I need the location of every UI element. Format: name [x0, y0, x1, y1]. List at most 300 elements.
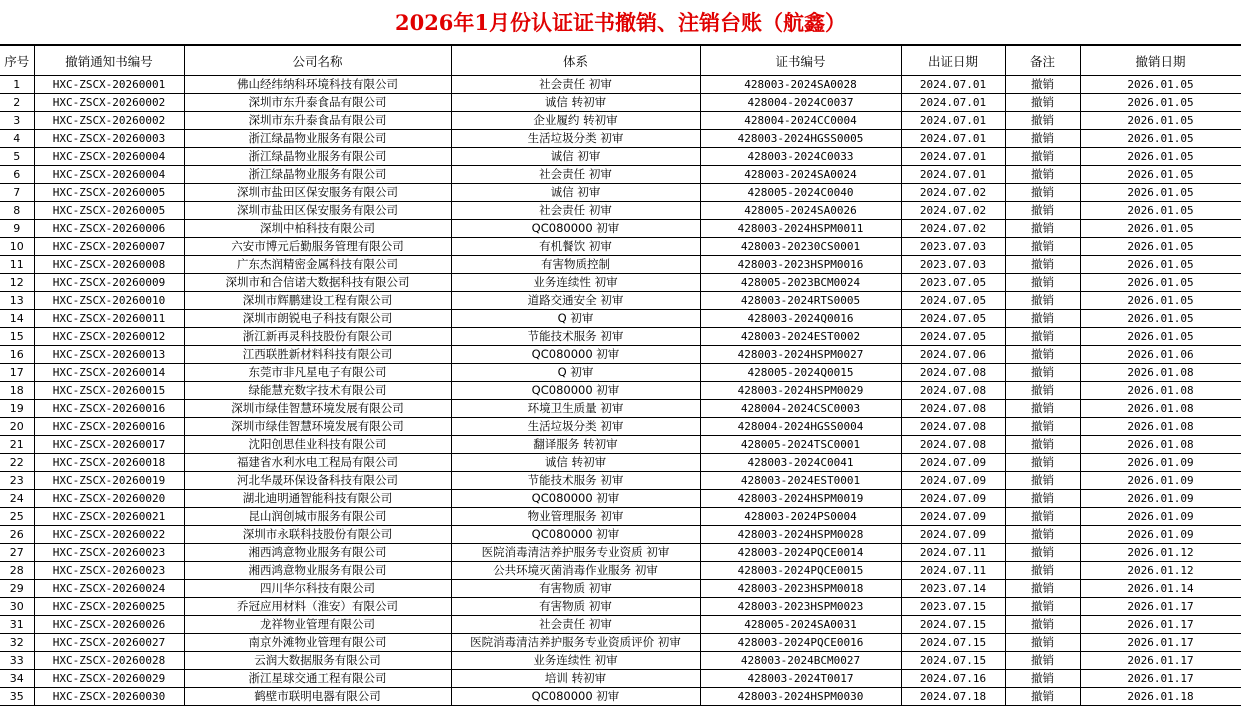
cell-company[interactable]: 龙祥物业管理有限公司 [184, 616, 451, 634]
cell-revoke-date[interactable]: 2026.01.17 [1080, 652, 1241, 670]
cell-system[interactable]: Q 初审 [451, 364, 700, 382]
cell-company[interactable]: 深圳市辉鹏建设工程有限公司 [184, 292, 451, 310]
cell-revoke-date[interactable]: 2026.01.09 [1080, 508, 1241, 526]
col-header-index[interactable]: 序号 [0, 46, 34, 76]
cell-cert-no[interactable]: 428003-2024HSPM0028 [700, 526, 901, 544]
cell-system[interactable]: 医院消毒清洁养护服务专业资质评价 初审 [451, 634, 700, 652]
cell-company[interactable]: 深圳市盐田区保安服务有限公司 [184, 184, 451, 202]
cell-company[interactable]: 广东杰润精密金属科技有限公司 [184, 256, 451, 274]
cell-company[interactable]: 鹤壁市联明电器有限公司 [184, 688, 451, 706]
cell-notice-no[interactable]: HXC-ZSCX-20260030 [34, 688, 184, 706]
cell-notice-no[interactable]: HXC-ZSCX-20260027 [34, 634, 184, 652]
cell-system[interactable]: 企业履约 转初审 [451, 112, 700, 130]
cell-company[interactable]: 浙江绿晶物业服务有限公司 [184, 130, 451, 148]
cell-index[interactable]: 21 [0, 436, 34, 454]
cell-notice-no[interactable]: HXC-ZSCX-20260025 [34, 598, 184, 616]
cell-notice-no[interactable]: HXC-ZSCX-20260012 [34, 328, 184, 346]
cell-system[interactable]: 生活垃圾分类 初审 [451, 130, 700, 148]
cell-cert-no[interactable]: 428003-20230CS0001 [700, 238, 901, 256]
cell-issue-date[interactable]: 2023.07.03 [901, 256, 1005, 274]
cell-remark[interactable]: 撤销 [1005, 598, 1080, 616]
cell-notice-no[interactable]: HXC-ZSCX-20260010 [34, 292, 184, 310]
cell-index[interactable]: 22 [0, 454, 34, 472]
cell-index[interactable]: 8 [0, 202, 34, 220]
cell-issue-date[interactable]: 2024.07.15 [901, 652, 1005, 670]
col-header-system[interactable]: 体系 [451, 46, 700, 76]
cell-notice-no[interactable]: HXC-ZSCX-20260002 [34, 94, 184, 112]
cell-index[interactable]: 29 [0, 580, 34, 598]
cell-revoke-date[interactable]: 2026.01.05 [1080, 94, 1241, 112]
cell-system[interactable]: 节能技术服务 初审 [451, 472, 700, 490]
cell-remark[interactable]: 撤销 [1005, 130, 1080, 148]
cell-revoke-date[interactable]: 2026.01.05 [1080, 310, 1241, 328]
cell-revoke-date[interactable]: 2026.01.05 [1080, 202, 1241, 220]
cell-issue-date[interactable]: 2024.07.02 [901, 184, 1005, 202]
cell-cert-no[interactable]: 428003-2024HSPM0011 [700, 220, 901, 238]
cell-issue-date[interactable]: 2023.07.03 [901, 238, 1005, 256]
cell-company[interactable]: 深圳市东升泰食品有限公司 [184, 94, 451, 112]
cell-revoke-date[interactable]: 2026.01.12 [1080, 544, 1241, 562]
cell-remark[interactable]: 撤销 [1005, 94, 1080, 112]
cell-remark[interactable]: 撤销 [1005, 634, 1080, 652]
cell-revoke-date[interactable]: 2026.01.05 [1080, 130, 1241, 148]
cell-remark[interactable]: 撤销 [1005, 508, 1080, 526]
cell-company[interactable]: 浙江绿晶物业服务有限公司 [184, 166, 451, 184]
cell-revoke-date[interactable]: 2026.01.09 [1080, 472, 1241, 490]
table-row [0, 670, 1241, 688]
cell-company[interactable]: 六安市博元后勤服务管理有限公司 [184, 238, 451, 256]
cell-cert-no[interactable]: 428005-2024TSC0001 [700, 436, 901, 454]
cell-system[interactable]: 翻译服务 转初审 [451, 436, 700, 454]
col-header-company[interactable]: 公司名称 [184, 46, 451, 76]
cell-cert-no[interactable]: 428003-2024PQCE0014 [700, 544, 901, 562]
cell-company[interactable]: 福建省水利水电工程局有限公司 [184, 454, 451, 472]
cell-cert-no[interactable]: 428003-2024EST0001 [700, 472, 901, 490]
cell-remark[interactable]: 撤销 [1005, 400, 1080, 418]
cell-cert-no[interactable]: 428003-2024SA0028 [700, 76, 901, 94]
cell-remark[interactable]: 撤销 [1005, 454, 1080, 472]
cell-issue-date[interactable]: 2024.07.02 [901, 202, 1005, 220]
cell-revoke-date[interactable]: 2026.01.17 [1080, 598, 1241, 616]
cell-remark[interactable]: 撤销 [1005, 436, 1080, 454]
cell-notice-no[interactable]: HXC-ZSCX-20260029 [34, 670, 184, 688]
table-row [0, 436, 1241, 454]
cell-revoke-date[interactable]: 2026.01.05 [1080, 328, 1241, 346]
cell-notice-no[interactable]: HXC-ZSCX-20260002 [34, 112, 184, 130]
cell-cert-no[interactable]: 428003-2024HGSS0005 [700, 130, 901, 148]
cell-revoke-date[interactable]: 2026.01.05 [1080, 112, 1241, 130]
cell-index[interactable]: 18 [0, 382, 34, 400]
col-header-revoke-date[interactable]: 撤销日期 [1080, 46, 1241, 76]
cell-remark[interactable]: 撤销 [1005, 310, 1080, 328]
cell-index[interactable]: 20 [0, 418, 34, 436]
cell-index[interactable]: 30 [0, 598, 34, 616]
cell-cert-no[interactable]: 428005-2024SA0026 [700, 202, 901, 220]
cell-issue-date[interactable]: 2024.07.05 [901, 292, 1005, 310]
cell-system[interactable]: 节能技术服务 初审 [451, 328, 700, 346]
cell-index[interactable]: 6 [0, 166, 34, 184]
cell-issue-date[interactable]: 2024.07.16 [901, 670, 1005, 688]
cell-system[interactable]: 社会责任 初审 [451, 76, 700, 94]
cell-cert-no[interactable]: 428003-2024RTS0005 [700, 292, 901, 310]
cell-company[interactable]: 深圳市永联科技股份有限公司 [184, 526, 451, 544]
cell-issue-date[interactable]: 2024.07.05 [901, 328, 1005, 346]
cell-system[interactable]: QC080000 初审 [451, 220, 700, 238]
cell-system[interactable]: 诚信 初审 [451, 148, 700, 166]
cell-notice-no[interactable]: HXC-ZSCX-20260005 [34, 184, 184, 202]
cell-system[interactable]: 有机餐饮 初审 [451, 238, 700, 256]
cell-issue-date[interactable]: 2024.07.08 [901, 418, 1005, 436]
cell-index[interactable]: 16 [0, 346, 34, 364]
table-row [0, 130, 1241, 148]
cell-issue-date[interactable]: 2024.07.08 [901, 436, 1005, 454]
cell-company[interactable]: 浙江绿晶物业服务有限公司 [184, 148, 451, 166]
cell-notice-no[interactable]: HXC-ZSCX-20260023 [34, 544, 184, 562]
cell-cert-no[interactable]: 428003-2024C0033 [700, 148, 901, 166]
cell-notice-no[interactable]: HXC-ZSCX-20260017 [34, 436, 184, 454]
cell-index[interactable]: 4 [0, 130, 34, 148]
cell-system[interactable]: 生活垃圾分类 初审 [451, 418, 700, 436]
cell-revoke-date[interactable]: 2026.01.08 [1080, 436, 1241, 454]
cell-index[interactable]: 23 [0, 472, 34, 490]
cell-notice-no[interactable]: HXC-ZSCX-20260013 [34, 346, 184, 364]
cell-system[interactable]: 诚信 初审 [451, 184, 700, 202]
cell-issue-date[interactable]: 2024.07.01 [901, 76, 1005, 94]
cell-remark[interactable]: 撤销 [1005, 526, 1080, 544]
cell-cert-no[interactable]: 428005-2023BCM0024 [700, 274, 901, 292]
cell-index[interactable]: 17 [0, 364, 34, 382]
cell-cert-no[interactable]: 428005-2024C0040 [700, 184, 901, 202]
cell-notice-no[interactable]: HXC-ZSCX-20260026 [34, 616, 184, 634]
cell-remark[interactable]: 撤销 [1005, 184, 1080, 202]
cell-index[interactable]: 31 [0, 616, 34, 634]
cell-cert-no[interactable]: 428003-2024T0017 [700, 670, 901, 688]
cell-remark[interactable]: 撤销 [1005, 490, 1080, 508]
table-row [0, 544, 1241, 562]
header-row [0, 46, 1241, 76]
cell-index[interactable]: 9 [0, 220, 34, 238]
cell-remark[interactable]: 撤销 [1005, 148, 1080, 166]
cell-remark[interactable]: 撤销 [1005, 238, 1080, 256]
cell-index[interactable]: 12 [0, 274, 34, 292]
cell-notice-no[interactable]: HXC-ZSCX-20260004 [34, 148, 184, 166]
cell-issue-date[interactable]: 2024.07.01 [901, 166, 1005, 184]
cell-system[interactable]: 有害物质控制 [451, 256, 700, 274]
cell-cert-no[interactable]: 428003-2024PS0004 [700, 508, 901, 526]
cell-index[interactable]: 14 [0, 310, 34, 328]
cell-company[interactable]: 深圳市盐田区保安服务有限公司 [184, 202, 451, 220]
cell-cert-no[interactable]: 428003-2024HSPM0030 [700, 688, 901, 706]
cell-company[interactable]: 湖北迪明通智能科技有限公司 [184, 490, 451, 508]
table-row [0, 508, 1241, 526]
cell-cert-no[interactable]: 428004-2024C0037 [700, 94, 901, 112]
cell-cert-no[interactable]: 428003-2023HSPM0018 [700, 580, 901, 598]
cell-notice-no[interactable]: HXC-ZSCX-20260018 [34, 454, 184, 472]
cell-remark[interactable]: 撤销 [1005, 274, 1080, 292]
cell-revoke-date[interactable]: 2026.01.12 [1080, 562, 1241, 580]
cell-index[interactable]: 3 [0, 112, 34, 130]
table-row [0, 148, 1241, 166]
cell-system[interactable]: 道路交通安全 初审 [451, 292, 700, 310]
cell-issue-date[interactable]: 2024.07.15 [901, 616, 1005, 634]
cell-cert-no[interactable]: 428004-2024HGSS0004 [700, 418, 901, 436]
cell-cert-no[interactable]: 428003-2024SA0024 [700, 166, 901, 184]
cell-cert-no[interactable]: 428003-2024PQCE0016 [700, 634, 901, 652]
cell-company[interactable]: 云润大数据服务有限公司 [184, 652, 451, 670]
cell-remark[interactable]: 撤销 [1005, 166, 1080, 184]
cell-remark[interactable]: 撤销 [1005, 562, 1080, 580]
cell-revoke-date[interactable]: 2026.01.05 [1080, 292, 1241, 310]
cell-index[interactable]: 13 [0, 292, 34, 310]
cell-notice-no[interactable]: HXC-ZSCX-20260023 [34, 562, 184, 580]
cell-cert-no[interactable]: 428005-2024SA0031 [700, 616, 901, 634]
cell-notice-no[interactable]: HXC-ZSCX-20260009 [34, 274, 184, 292]
cell-remark[interactable]: 撤销 [1005, 616, 1080, 634]
cell-cert-no[interactable]: 428003-2024HSPM0027 [700, 346, 901, 364]
cell-system[interactable]: 物业管理服务 初审 [451, 508, 700, 526]
cell-notice-no[interactable]: HXC-ZSCX-20260003 [34, 130, 184, 148]
cell-system[interactable]: 业务连续性 初审 [451, 652, 700, 670]
cell-revoke-date[interactable]: 2026.01.08 [1080, 400, 1241, 418]
cell-revoke-date[interactable]: 2026.01.14 [1080, 580, 1241, 598]
cell-company[interactable]: 佛山经纬纳科环境科技有限公司 [184, 76, 451, 94]
table-row [0, 652, 1241, 670]
cell-revoke-date[interactable]: 2026.01.05 [1080, 238, 1241, 256]
table-row [0, 76, 1241, 94]
cell-revoke-date[interactable]: 2026.01.06 [1080, 346, 1241, 364]
cell-remark[interactable]: 撤销 [1005, 652, 1080, 670]
cell-system[interactable]: 诚信 转初审 [451, 94, 700, 112]
cell-company[interactable]: 南京外滩物业管理有限公司 [184, 634, 451, 652]
cell-remark[interactable]: 撤销 [1005, 346, 1080, 364]
cell-remark[interactable]: 撤销 [1005, 382, 1080, 400]
cell-issue-date[interactable]: 2024.07.09 [901, 490, 1005, 508]
cell-company[interactable]: 东莞市非凡星电子有限公司 [184, 364, 451, 382]
cell-system[interactable]: QC080000 初审 [451, 490, 700, 508]
cell-notice-no[interactable]: HXC-ZSCX-20260014 [34, 364, 184, 382]
cell-cert-no[interactable]: 428003-2024EST0002 [700, 328, 901, 346]
cell-index[interactable]: 11 [0, 256, 34, 274]
cell-notice-no[interactable]: HXC-ZSCX-20260001 [34, 76, 184, 94]
cell-cert-no[interactable]: 428004-2024CSC0003 [700, 400, 901, 418]
cell-issue-date[interactable]: 2024.07.01 [901, 148, 1005, 166]
cell-notice-no[interactable]: HXC-ZSCX-20260022 [34, 526, 184, 544]
cell-system[interactable]: 社会责任 初审 [451, 616, 700, 634]
cell-cert-no[interactable]: 428003-2023HSPM0016 [700, 256, 901, 274]
cell-index[interactable]: 7 [0, 184, 34, 202]
cell-notice-no[interactable]: HXC-ZSCX-20260006 [34, 220, 184, 238]
cell-notice-no[interactable]: HXC-ZSCX-20260019 [34, 472, 184, 490]
cell-cert-no[interactable]: 428003-2024Q0016 [700, 310, 901, 328]
cell-issue-date[interactable]: 2023.07.14 [901, 580, 1005, 598]
table-row [0, 346, 1241, 364]
cell-system[interactable]: 公共环境灭菌消毒作业服务 初审 [451, 562, 700, 580]
cell-index[interactable]: 34 [0, 670, 34, 688]
cell-system[interactable]: 有害物质 初审 [451, 580, 700, 598]
table-row [0, 166, 1241, 184]
cell-remark[interactable]: 撤销 [1005, 364, 1080, 382]
cell-company[interactable]: 沈阳创思佳业科技有限公司 [184, 436, 451, 454]
cell-system[interactable]: 业务连续性 初审 [451, 274, 700, 292]
cell-notice-no[interactable]: HXC-ZSCX-20260004 [34, 166, 184, 184]
cell-index[interactable]: 10 [0, 238, 34, 256]
cell-index[interactable]: 27 [0, 544, 34, 562]
cell-system[interactable]: QC080000 初审 [451, 346, 700, 364]
cell-notice-no[interactable]: HXC-ZSCX-20260028 [34, 652, 184, 670]
cell-notice-no[interactable]: HXC-ZSCX-20260016 [34, 400, 184, 418]
cell-company[interactable]: 深圳市绿佳智慧环境发展有限公司 [184, 418, 451, 436]
cell-system[interactable]: QC080000 初审 [451, 688, 700, 706]
cell-index[interactable]: 1 [0, 76, 34, 94]
col-header-issue-date[interactable]: 出证日期 [901, 46, 1005, 76]
cell-index[interactable]: 25 [0, 508, 34, 526]
cell-index[interactable]: 24 [0, 490, 34, 508]
cell-revoke-date[interactable]: 2026.01.05 [1080, 148, 1241, 166]
cell-company[interactable]: 乔冠应用材料（淮安）有限公司 [184, 598, 451, 616]
cell-system[interactable]: 诚信 转初审 [451, 454, 700, 472]
cell-revoke-date[interactable]: 2026.01.09 [1080, 526, 1241, 544]
cell-revoke-date[interactable]: 2026.01.08 [1080, 364, 1241, 382]
cell-revoke-date[interactable]: 2026.01.17 [1080, 634, 1241, 652]
cell-cert-no[interactable]: 428003-2024BCM0027 [700, 652, 901, 670]
cell-issue-date[interactable]: 2024.07.18 [901, 688, 1005, 706]
cell-issue-date[interactable]: 2024.07.11 [901, 562, 1005, 580]
cell-revoke-date[interactable]: 2026.01.05 [1080, 166, 1241, 184]
cell-revoke-date[interactable]: 2026.01.05 [1080, 220, 1241, 238]
cell-remark[interactable]: 撤销 [1005, 544, 1080, 562]
cell-company[interactable]: 湘西鸿意物业服务有限公司 [184, 544, 451, 562]
cell-index[interactable]: 28 [0, 562, 34, 580]
cell-company[interactable]: 深圳市朗锐电子科技有限公司 [184, 310, 451, 328]
cell-company[interactable]: 浙江新再灵科技股份有限公司 [184, 328, 451, 346]
cell-issue-date[interactable]: 2024.07.08 [901, 400, 1005, 418]
cell-issue-date[interactable]: 2024.07.01 [901, 94, 1005, 112]
col-header-cert-no[interactable]: 证书编号 [700, 46, 901, 76]
cell-revoke-date[interactable]: 2026.01.17 [1080, 616, 1241, 634]
cell-system[interactable]: 医院消毒清洁养护服务专业资质 初审 [451, 544, 700, 562]
cell-cert-no[interactable]: 428004-2024CC0004 [700, 112, 901, 130]
cell-remark[interactable]: 撤销 [1005, 292, 1080, 310]
cell-revoke-date[interactable]: 2026.01.08 [1080, 418, 1241, 436]
cell-remark[interactable]: 撤销 [1005, 472, 1080, 490]
cell-remark[interactable]: 撤销 [1005, 220, 1080, 238]
cell-index[interactable]: 35 [0, 688, 34, 706]
cell-remark[interactable]: 撤销 [1005, 580, 1080, 598]
cell-revoke-date[interactable]: 2026.01.05 [1080, 256, 1241, 274]
cell-system[interactable]: Q 初审 [451, 310, 700, 328]
cell-revoke-date[interactable]: 2026.01.08 [1080, 382, 1241, 400]
cell-system[interactable]: 有害物质 初审 [451, 598, 700, 616]
cell-remark[interactable]: 撤销 [1005, 76, 1080, 94]
cell-issue-date[interactable]: 2024.07.02 [901, 220, 1005, 238]
table-row [0, 238, 1241, 256]
cell-notice-no[interactable]: HXC-ZSCX-20260007 [34, 238, 184, 256]
cell-index[interactable]: 26 [0, 526, 34, 544]
cell-issue-date[interactable]: 2024.07.01 [901, 130, 1005, 148]
cell-system[interactable]: 社会责任 初审 [451, 202, 700, 220]
cell-company[interactable]: 河北华晟环保设备科技有限公司 [184, 472, 451, 490]
cell-company[interactable]: 湘西鸿意物业服务有限公司 [184, 562, 451, 580]
cell-index[interactable]: 19 [0, 400, 34, 418]
cell-cert-no[interactable]: 428003-2024C0041 [700, 454, 901, 472]
cell-revoke-date[interactable]: 2026.01.05 [1080, 274, 1241, 292]
cell-remark[interactable]: 撤销 [1005, 328, 1080, 346]
cell-issue-date[interactable]: 2024.07.06 [901, 346, 1005, 364]
cell-company[interactable]: 深圳市绿佳智慧环境发展有限公司 [184, 400, 451, 418]
cell-index[interactable]: 5 [0, 148, 34, 166]
cell-notice-no[interactable]: HXC-ZSCX-20260015 [34, 382, 184, 400]
cell-revoke-date[interactable]: 2026.01.05 [1080, 184, 1241, 202]
cell-company[interactable]: 深圳市和合信诺大数据科技有限公司 [184, 274, 451, 292]
cell-index[interactable]: 2 [0, 94, 34, 112]
cell-index[interactable]: 33 [0, 652, 34, 670]
col-header-notice-no[interactable]: 撤销通知书编号 [34, 46, 184, 76]
cell-issue-date[interactable]: 2024.07.09 [901, 472, 1005, 490]
cell-issue-date[interactable]: 2023.07.05 [901, 274, 1005, 292]
cell-issue-date[interactable]: 2024.07.11 [901, 544, 1005, 562]
cell-issue-date[interactable]: 2024.07.15 [901, 634, 1005, 652]
col-header-remark[interactable]: 备注 [1005, 46, 1080, 76]
cell-notice-no[interactable]: HXC-ZSCX-20260024 [34, 580, 184, 598]
cell-remark[interactable]: 撤销 [1005, 418, 1080, 436]
cell-system[interactable]: QC080000 初审 [451, 526, 700, 544]
cell-remark[interactable]: 撤销 [1005, 112, 1080, 130]
cell-cert-no[interactable]: 428003-2023HSPM0023 [700, 598, 901, 616]
cell-issue-date[interactable]: 2024.07.08 [901, 364, 1005, 382]
cell-issue-date[interactable]: 2024.07.09 [901, 454, 1005, 472]
cell-cert-no[interactable]: 428005-2024Q0015 [700, 364, 901, 382]
cell-issue-date[interactable]: 2024.07.05 [901, 310, 1005, 328]
cell-company[interactable]: 江西联胜新材料科技有限公司 [184, 346, 451, 364]
cell-company[interactable]: 深圳中柏科技有限公司 [184, 220, 451, 238]
cell-notice-no[interactable]: HXC-ZSCX-20260020 [34, 490, 184, 508]
cell-revoke-date[interactable]: 2026.01.09 [1080, 490, 1241, 508]
cell-index[interactable]: 15 [0, 328, 34, 346]
cell-index[interactable]: 32 [0, 634, 34, 652]
cell-company[interactable]: 绿能慧充数字技术有限公司 [184, 382, 451, 400]
cell-company[interactable]: 深圳市东升泰食品有限公司 [184, 112, 451, 130]
cell-system[interactable]: 环境卫生质量 初审 [451, 400, 700, 418]
cell-remark[interactable]: 撤销 [1005, 670, 1080, 688]
cell-revoke-date[interactable]: 2026.01.17 [1080, 670, 1241, 688]
cell-revoke-date[interactable]: 2026.01.18 [1080, 688, 1241, 706]
cell-issue-date[interactable]: 2024.07.08 [901, 382, 1005, 400]
cell-cert-no[interactable]: 428003-2024PQCE0015 [700, 562, 901, 580]
cell-system[interactable]: 社会责任 初审 [451, 166, 700, 184]
cell-system[interactable]: QC080000 初审 [451, 382, 700, 400]
cell-notice-no[interactable]: HXC-ZSCX-20260021 [34, 508, 184, 526]
cell-issue-date[interactable]: 2024.07.09 [901, 526, 1005, 544]
cell-company[interactable]: 昆山润创城市服务有限公司 [184, 508, 451, 526]
cell-company[interactable]: 浙江星球交通工程有限公司 [184, 670, 451, 688]
cell-remark[interactable]: 撤销 [1005, 256, 1080, 274]
cell-cert-no[interactable]: 428003-2024HSPM0019 [700, 490, 901, 508]
cell-notice-no[interactable]: HXC-ZSCX-20260016 [34, 418, 184, 436]
cell-notice-no[interactable]: HXC-ZSCX-20260011 [34, 310, 184, 328]
cell-issue-date[interactable]: 2023.07.15 [901, 598, 1005, 616]
cell-issue-date[interactable]: 2024.07.01 [901, 112, 1005, 130]
cell-remark[interactable]: 撤销 [1005, 688, 1080, 706]
cell-system[interactable]: 培训 转初审 [451, 670, 700, 688]
cell-notice-no[interactable]: HXC-ZSCX-20260008 [34, 256, 184, 274]
cell-cert-no[interactable]: 428003-2024HSPM0029 [700, 382, 901, 400]
cell-remark[interactable]: 撤销 [1005, 202, 1080, 220]
cell-issue-date[interactable]: 2024.07.09 [901, 508, 1005, 526]
cell-company[interactable]: 四川华尔科技有限公司 [184, 580, 451, 598]
cell-revoke-date[interactable]: 2026.01.05 [1080, 76, 1241, 94]
cell-revoke-date[interactable]: 2026.01.09 [1080, 454, 1241, 472]
cell-notice-no[interactable]: HXC-ZSCX-20260005 [34, 202, 184, 220]
